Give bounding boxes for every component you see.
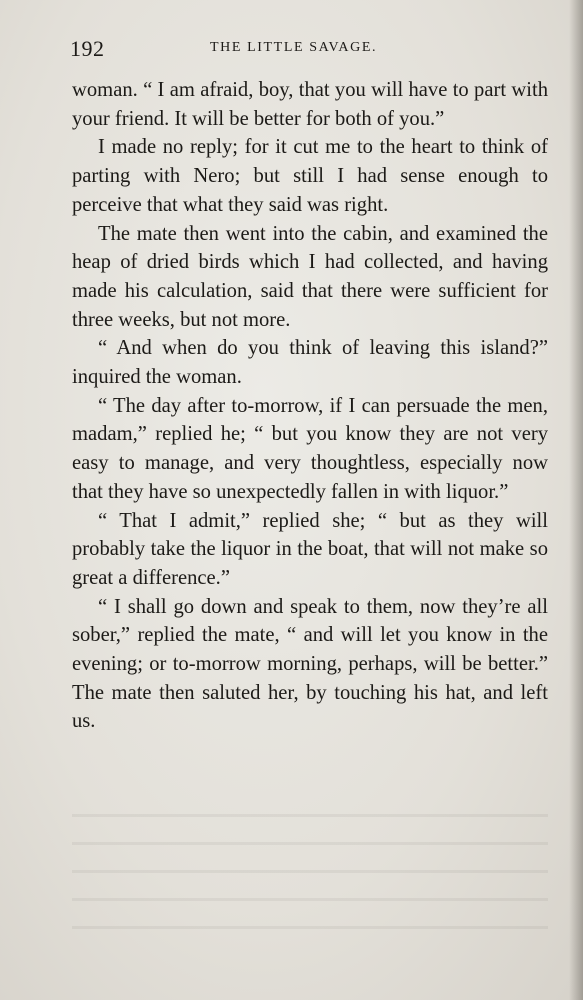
page-number: 192	[70, 36, 105, 61]
paragraph-2: I made no reply; for it cut me to the heart to think of parting with Nero; but still I had sense enough to perceive that what they said was right.	[72, 136, 548, 216]
show-through-bleed	[72, 800, 548, 950]
page-edge-shadow	[569, 0, 583, 1000]
paragraph-5: “ The day after to-morrow, if I can persuade the men, madam,” replied he; “ but you know they are not very easy to manage, and very thoughtless, especially now that they have so unexpectedly fallen in with liquor.”	[72, 394, 548, 503]
running-title: THE LITTLE SAVAGE.	[210, 40, 378, 55]
page-header	[70, 36, 540, 62]
paragraph-7: “ I shall go down and speak to them, now they’re all sober,” replied the mate, “ and will let you know in the evening; or to-morrow morning, perhaps, will be better.” The mate then saluted her, by touching his hat, and left us.	[72, 595, 548, 733]
paragraph-4: “ And when do you think of leaving this island?” inquired the woman.	[72, 337, 548, 389]
body-text	[72, 76, 548, 736]
paragraph-3: The mate then went into the cabin, and examined the heap of dried birds which I had collected, and having made his calculation, said that there were sufficient for three weeks, but not more.	[72, 222, 548, 331]
paragraph-6: “ That I admit,” replied she; “ but as they will probably take the liquor in the boat, that will not make so great a difference.”	[72, 509, 548, 589]
paragraph-1: woman. “ I am afraid, boy, that you will have to part with your friend. It will be better for both of you.”	[72, 79, 548, 130]
